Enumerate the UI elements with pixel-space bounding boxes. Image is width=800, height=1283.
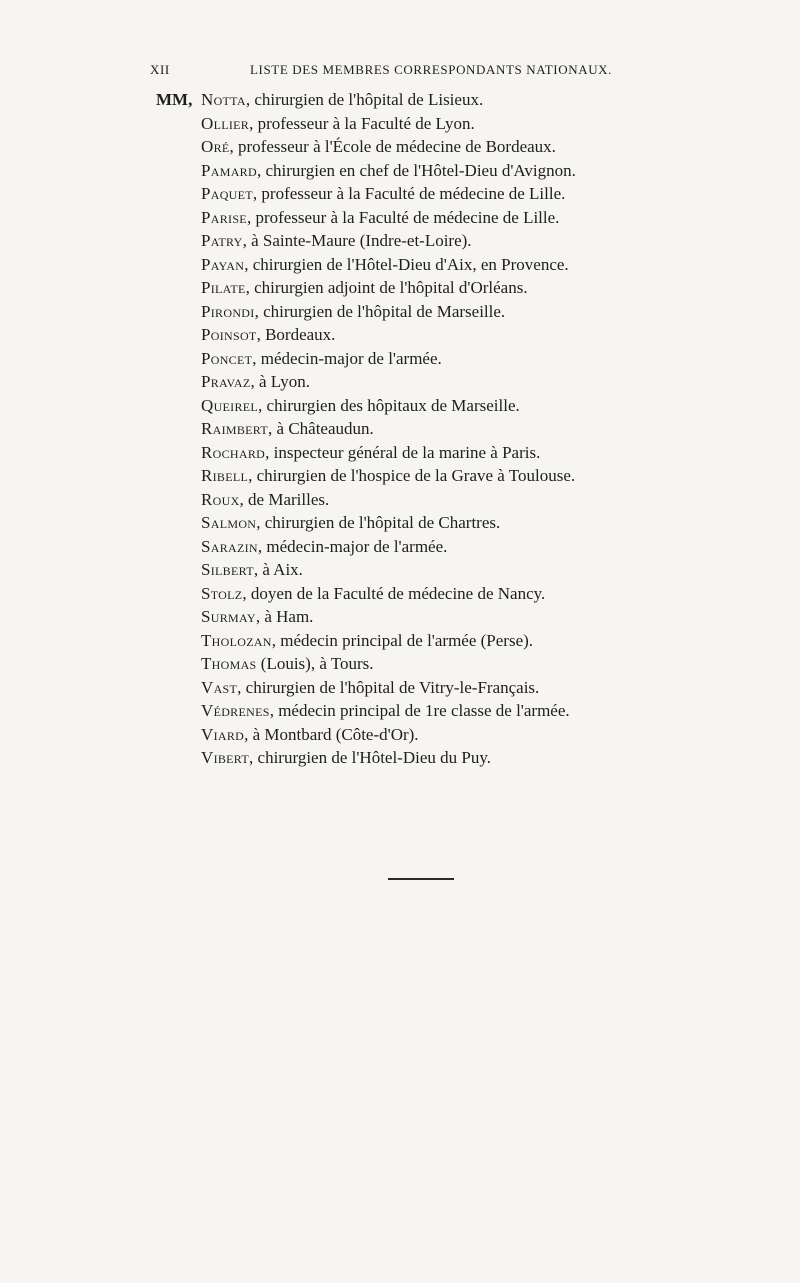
member-description: , Bordeaux. bbox=[256, 325, 336, 344]
running-header bbox=[150, 62, 640, 82]
member-name: Paquet bbox=[201, 184, 253, 203]
list-item bbox=[201, 88, 661, 112]
member-description: , chirurgien adjoint de l'hôpital d'Orléans. bbox=[245, 278, 528, 297]
member-description: , à Châteaudun. bbox=[268, 419, 374, 438]
list-item bbox=[201, 488, 661, 512]
list-item bbox=[201, 370, 661, 394]
member-description: , professeur à la Faculté de médecine de Lille. bbox=[246, 207, 560, 227]
page-number: XII bbox=[150, 62, 170, 77]
member-description: , chirurgien de l'hospice de la Grave à Toulouse. bbox=[248, 466, 576, 485]
member-name: Pilate bbox=[201, 278, 246, 297]
member-description: , professeur à l'École de médecine de Bordeaux. bbox=[229, 137, 556, 156]
member-name: Vast bbox=[201, 677, 238, 697]
list-item bbox=[201, 229, 661, 253]
list-item bbox=[201, 135, 661, 159]
member-name: Viard bbox=[201, 724, 245, 744]
member-name: Silbert bbox=[201, 560, 254, 579]
member-name: Raimbert bbox=[201, 419, 269, 438]
member-description: , chirurgien de l'hôpital de Marseille. bbox=[254, 301, 506, 321]
member-description: , chirurgien de l'Hôtel-Dieu d'Aix, en Provence. bbox=[244, 254, 569, 274]
member-description: , professeur à la Faculté de médecine de Lille. bbox=[252, 184, 566, 203]
member-description: , chirurgien de l'Hôtel-Dieu du Puy. bbox=[249, 748, 491, 767]
member-description: , chirurgien de l'hôpital de Lisieux. bbox=[245, 90, 484, 109]
member-description: , médecin-major de l'armée. bbox=[257, 536, 448, 556]
list-item bbox=[201, 253, 661, 277]
list-item bbox=[201, 112, 661, 136]
member-description: , médecin principal de 1re classe de l'armée. bbox=[269, 701, 570, 720]
list-item bbox=[201, 629, 661, 653]
list-item bbox=[201, 159, 661, 183]
member-name: Pravaz bbox=[201, 372, 251, 391]
member-description: , médecin-major de l'armée. bbox=[252, 348, 442, 368]
member-name: Stolz bbox=[201, 583, 243, 603]
list-item bbox=[201, 417, 661, 441]
member-description: , chirurgien de l'hôpital de Vitry-le-Français. bbox=[237, 677, 540, 697]
member-name: Rochard bbox=[201, 442, 266, 462]
member-name: Queirel bbox=[201, 395, 259, 415]
member-name: Patry bbox=[201, 231, 243, 250]
member-description: , à Aix. bbox=[253, 560, 303, 579]
member-description: , chirurgien des hôpitaux de Marseille. bbox=[258, 395, 520, 415]
member-description: , professeur à la Faculté de Lyon. bbox=[249, 113, 475, 133]
list-item bbox=[201, 347, 661, 371]
member-name: Notta bbox=[201, 90, 246, 109]
member-name: Pamard bbox=[201, 160, 257, 180]
list-item bbox=[201, 464, 661, 488]
member-name: Sarazin bbox=[201, 536, 258, 556]
list-item bbox=[201, 535, 661, 559]
member-description: (Louis), à Tours. bbox=[256, 654, 374, 673]
list-item bbox=[201, 323, 661, 347]
list-item bbox=[201, 676, 661, 700]
member-name: Surmay bbox=[201, 607, 256, 626]
list-item bbox=[201, 300, 661, 324]
member-description: , inspecteur général de la marine à Paris. bbox=[265, 442, 541, 462]
member-name: Tholozan bbox=[201, 630, 272, 650]
list-item bbox=[201, 441, 661, 465]
member-name: Ollier bbox=[201, 113, 250, 133]
member-description: , à Lyon. bbox=[250, 372, 310, 391]
member-name: Roux bbox=[201, 489, 240, 509]
member-description: , à Sainte-Maure (Indre-et-Loire). bbox=[242, 231, 472, 250]
list-item bbox=[201, 746, 661, 770]
list-item bbox=[201, 276, 661, 300]
member-description: , doyen de la Faculté de médecine de Nancy. bbox=[242, 583, 546, 603]
list-item bbox=[201, 699, 661, 723]
member-name: Védrenes bbox=[201, 701, 270, 720]
member-name: Ribell bbox=[201, 466, 249, 485]
member-description: , de Marilles. bbox=[239, 489, 330, 509]
list-item bbox=[201, 182, 661, 206]
member-description: , chirurgien en chef de l'Hôtel-Dieu d'Avignon. bbox=[256, 160, 576, 180]
running-title: LISTE DES MEMBRES CORRESPONDANTS NATIONAUX. bbox=[250, 62, 613, 77]
list-item bbox=[201, 558, 661, 582]
list-item bbox=[201, 394, 661, 418]
member-name: Salmon bbox=[201, 513, 257, 532]
member-description: , médecin principal de l'armée (Perse). bbox=[271, 630, 534, 650]
member-name: Thomas bbox=[201, 654, 257, 673]
member-name: Oré bbox=[201, 137, 230, 156]
list-item bbox=[201, 723, 661, 747]
member-name: Poinsot bbox=[201, 325, 257, 344]
list-item bbox=[201, 605, 661, 629]
member-name: Parise bbox=[201, 207, 247, 227]
list-item bbox=[201, 206, 661, 230]
list-item bbox=[201, 582, 661, 606]
member-name: Vibert bbox=[201, 748, 250, 767]
closing-rule bbox=[388, 878, 454, 880]
list-prefix: MM, bbox=[156, 90, 193, 109]
member-list bbox=[201, 88, 661, 770]
list-item bbox=[201, 652, 661, 676]
member-name: Payan bbox=[201, 254, 245, 274]
member-name: Pirondi bbox=[201, 301, 255, 321]
list-item bbox=[201, 511, 661, 535]
member-description: , à Montbard (Côte-d'Or). bbox=[244, 724, 419, 744]
member-description: , chirurgien de l'hôpital de Chartres. bbox=[256, 513, 501, 532]
member-name: Poncet bbox=[201, 348, 253, 368]
member-description: , à Ham. bbox=[255, 607, 314, 626]
